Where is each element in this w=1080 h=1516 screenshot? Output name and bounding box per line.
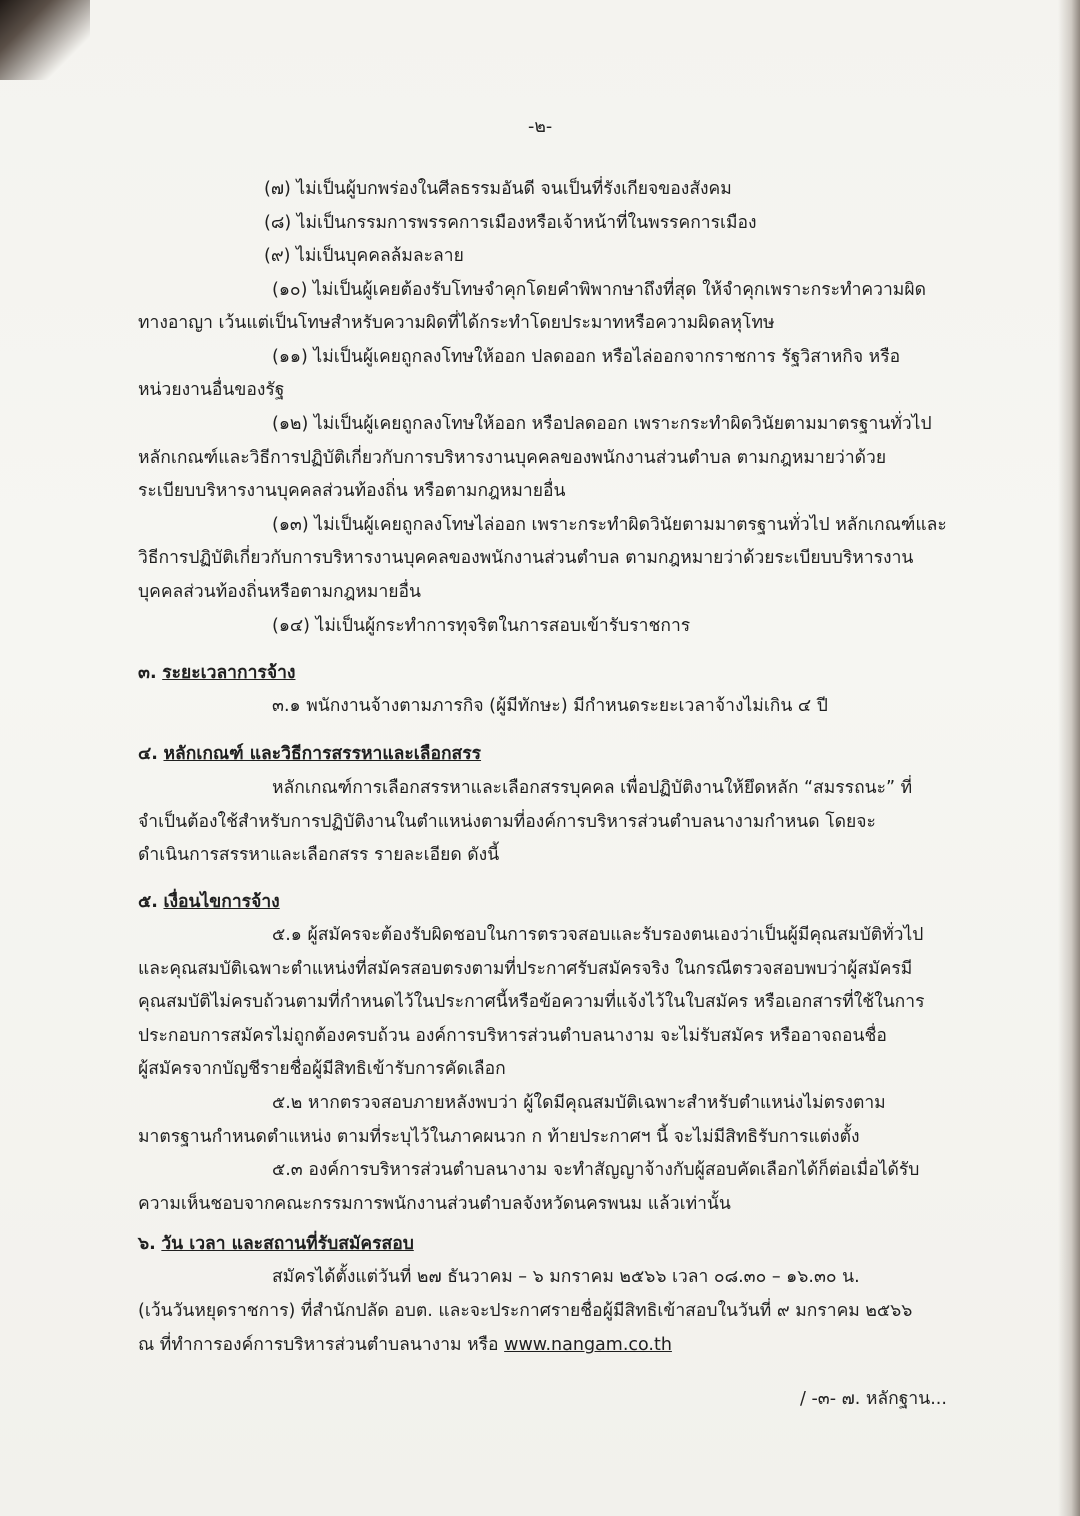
section6-line3 bbox=[138, 1330, 672, 1358]
section5-3-line1: ๕.๓ องค์การบริหารส่วนตำบลนางาม จะทำสัญญาจ้างกับผู้สอบคัดเลือกได้ก็ต่อเมื่อได้รับ bbox=[272, 1160, 920, 1180]
website-link[interactable]: www.nangam.co.th bbox=[504, 1335, 672, 1355]
section3-heading bbox=[138, 658, 295, 686]
item-8: (๘) ไม่เป็นกรรมการพรรคการเมืองหรือเจ้าหน้าที่ในพรรคการเมือง bbox=[264, 213, 757, 233]
section4-heading bbox=[138, 739, 481, 767]
section3-title: ระยะเวลาการจ้าง bbox=[162, 663, 296, 683]
item-12-line3: ระเบียบบริหารงานบุคคลส่วนท้องถิ่น หรือตามกฎหมายอื่น bbox=[138, 481, 566, 501]
section3-number: ๓. bbox=[138, 663, 157, 683]
section4-title: หลักเกณฑ์ และวิธีการสรรหาและเลือกสรร bbox=[163, 744, 482, 764]
section6-title: วัน เวลา และสถานที่รับสมัครสอบ bbox=[161, 1234, 414, 1254]
section5-3-line2: ความเห็นชอบจากคณะกรรมการพนักงานส่วนตำบลจังหวัดนครพนม แล้วเท่านั้น bbox=[138, 1194, 731, 1214]
section4-number: ๔. bbox=[138, 744, 158, 764]
section6-line2: (เว้นวันหยุดราชการ) ที่สำนักปลัด อบต. และจะประกาศรายชื่อผู้มีสิทธิเข้าสอบในวันที่ ๙ มกราคม ๒๕๖๖ bbox=[138, 1301, 913, 1321]
section6-line1: สมัครได้ตั้งแต่วันที่ ๒๗ ธันวาคม – ๖ มกราคม ๒๕๖๖ เวลา ๐๘.๓๐ – ๑๖.๓๐ น. bbox=[272, 1267, 860, 1287]
section6-heading bbox=[138, 1229, 414, 1257]
section6-number: ๖. bbox=[138, 1234, 156, 1254]
section5-2-line2: มาตรฐานกำหนดตำแหน่ง ตามที่ระบุไว้ในภาคผนวก ก ท้ายประกาศฯ นี้ จะไม่มีสิทธิรับการแต่งตั้ง bbox=[138, 1127, 860, 1147]
item-11-line1: (๑๑) ไม่เป็นผู้เคยถูกลงโทษให้ออก ปลดออก หรือไล่ออกจากราชการ รัฐวิสาหกิจ หรือ bbox=[272, 347, 901, 367]
item-13-line3: บุคคลส่วนท้องถิ่นหรือตามกฎหมายอื่น bbox=[138, 582, 422, 602]
item-9: (๙) ไม่เป็นบุคคลล้มละลาย bbox=[264, 246, 464, 266]
section5-2-line1: ๕.๒ หากตรวจสอบภายหลังพบว่า ผู้ใดมีคุณสมบัติเฉพาะสำหรับตำแหน่งไม่ตรงตาม bbox=[272, 1093, 886, 1113]
section4-line2: จำเป็นต้องใช้สำหรับการปฏิบัติงานในตำแหน่งตามที่องค์การบริหารส่วนตำบลนางามกำหนด โดยจะ bbox=[138, 812, 876, 832]
section5-number: ๕. bbox=[138, 892, 158, 912]
item-12-line2: หลักเกณฑ์และวิธีการปฏิบัติเกี่ยวกับการบริหารงานบุคคลของพนักงานส่วนตำบล ตามกฎหมายว่าด้วย bbox=[138, 448, 887, 468]
footer-continuation: / -๓- ๗. หลักฐาน... bbox=[800, 1389, 947, 1409]
item-13-line2: วิธีการปฏิบัติเกี่ยวกับการบริหารงานบุคคลของพนักงานส่วนตำบล ตามกฎหมายว่าด้วยระเบียบบริหารงาน bbox=[138, 548, 914, 568]
section5-heading bbox=[138, 887, 280, 915]
page-edge-shadow bbox=[1058, 0, 1080, 1516]
item-14: (๑๔) ไม่เป็นผู้กระทำการทุจริตในการสอบเข้ารับราชการ bbox=[272, 616, 691, 636]
section6-line3-text: ณ ที่ทำการองค์การบริหารส่วนตำบลนางาม หรือ bbox=[138, 1335, 505, 1355]
section5-title: เงื่อนไขการจ้าง bbox=[163, 892, 280, 912]
section5-1-line5: ผู้สมัครจากบัญชีรายชื่อผู้มีสิทธิเข้ารับการคัดเลือก bbox=[138, 1059, 506, 1079]
section4-line1: หลักเกณฑ์การเลือกสรรหาและเลือกสรรบุคคล เพื่อปฏิบัติงานให้ยึดหลัก “สมรรถนะ” ที่ bbox=[272, 778, 913, 798]
item-12-line1: (๑๒) ไม่เป็นผู้เคยถูกลงโทษให้ออก หรือปลดออก เพราะกระทำผิดวินัยตามมาตรฐานทั่วไป bbox=[272, 414, 932, 434]
section5-1-line4: ประกอบการสมัครไม่ถูกต้องครบถ้วน องค์การบริหารส่วนตำบลนางาม จะไม่รับสมัคร หรืออาจถอนชื่อ bbox=[138, 1026, 887, 1046]
item-13-line1: (๑๓) ไม่เป็นผู้เคยถูกลงโทษไล่ออก เพราะกระทำผิดวินัยตามมาตรฐานทั่วไป หลักเกณฑ์และ bbox=[272, 515, 947, 535]
corner-shadow bbox=[0, 0, 90, 80]
section3-line: ๓.๑ พนักงานจ้างตามภารกิจ (ผู้มีทักษะ) มีกำหนดระยะเวลาจ้างไม่เกิน ๔ ปี bbox=[272, 696, 828, 716]
page-number: -๒- bbox=[528, 117, 553, 137]
item-10-line1: (๑๐) ไม่เป็นผู้เคยต้องรับโทษจำคุกโดยคำพิพากษาถึงที่สุด ให้จำคุกเพราะกระทำความผิด bbox=[272, 280, 926, 300]
section5-1-line1: ๕.๑ ผู้สมัครจะต้องรับผิดชอบในการตรวจสอบและรับรองตนเองว่าเป็นผู้มีคุณสมบัติทั่วไป bbox=[272, 925, 924, 945]
section5-1-line3: คุณสมบัติไม่ครบถ้วนตามที่กำหนดไว้ในประกาศนี้หรือข้อความที่แจ้งไว้ในใบสมัคร หรือเอกสารที่ใช้ในการ bbox=[138, 992, 925, 1012]
item-10-line2: ทางอาญา เว้นแต่เป็นโทษสำหรับความผิดที่ได้กระทำโดยประมาทหรือความผิดลหุโทษ bbox=[138, 313, 775, 333]
section4-line3: ดำเนินการสรรหาและเลือกสรร รายละเอียด ดังนี้ bbox=[138, 845, 500, 865]
section5-1-line2: และคุณสมบัติเฉพาะตำแหน่งที่สมัครสอบตรงตามที่ประกาศรับสมัครจริง ในกรณีตรวจสอบพบว่าผู้สมัครมี bbox=[138, 959, 913, 979]
item-7: (๗) ไม่เป็นผู้บกพร่องในศีลธรรมอันดี จนเป็นที่รังเกียจของสังคม bbox=[264, 179, 732, 199]
item-11-line2: หน่วยงานอื่นของรัฐ bbox=[138, 380, 285, 400]
